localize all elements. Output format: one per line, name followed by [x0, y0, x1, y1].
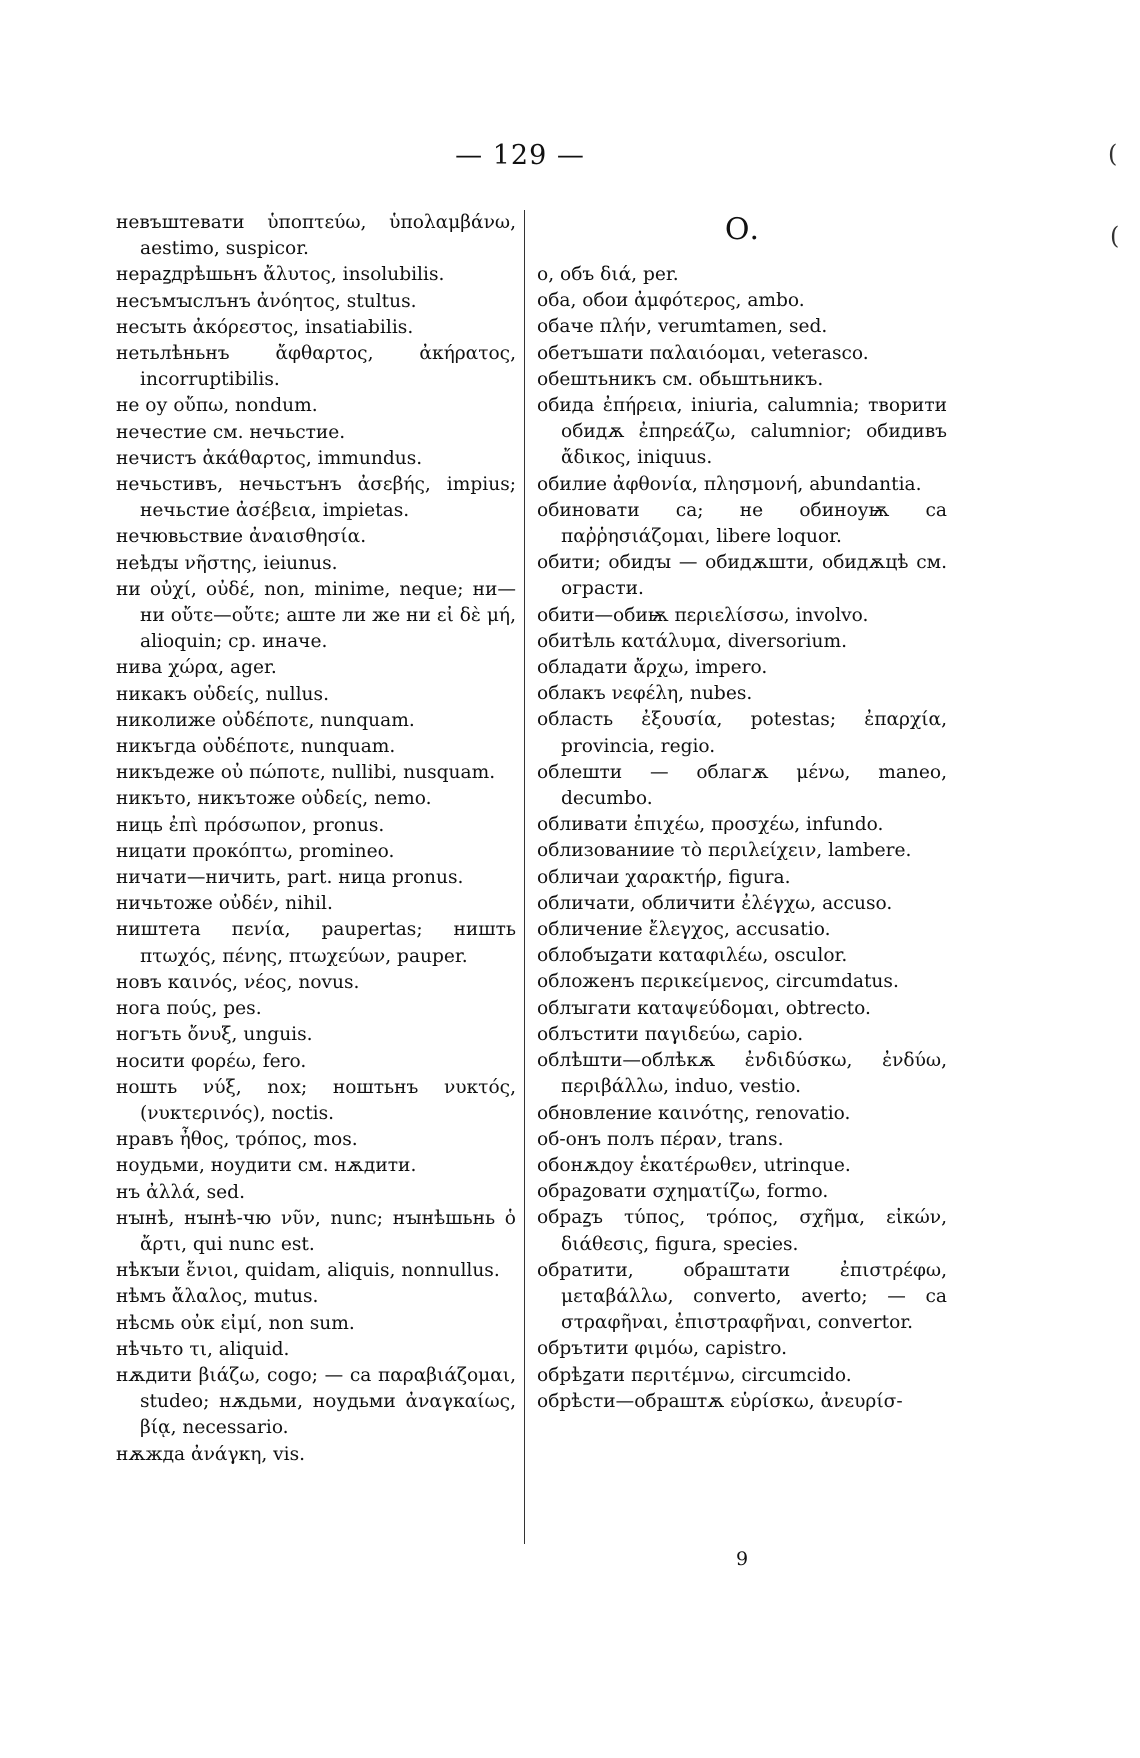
- dictionary-entry: нетьлѣньнъ ἄφθαρτος, ἀκήρατος, incorruptibilis.: [116, 343, 516, 391]
- dictionary-entry: ношть νύξ, nox; ноштьнъ νυκτός, (νυκτερινός), noctis.: [116, 1076, 516, 1124]
- dictionary-entry: обрѣꙁати περιτέμνω, circumcido.: [537, 1364, 852, 1386]
- dictionary-entry: невъштевати ὑποπτεύω, ὑπολαμβάνω, aestimo, suspicor.: [116, 212, 516, 260]
- dictionary-entry: обити—обиѭ περιελίσσω, involvo.: [537, 604, 869, 626]
- dictionary-entry: ничати—ничить, part. ница pronus.: [116, 867, 464, 889]
- dictionary-entry: обличати, обличити ἐλέγχω, accuso.: [537, 892, 893, 914]
- dictionary-entry: облизованиие τὸ περιλείχειν, lambere.: [537, 840, 912, 862]
- dictionary-entry: обиновати са; не обиноуѭ са παῤῥησιάζομαι, libere loquor.: [537, 499, 947, 548]
- dictionary-entry: нечестие см. нечьстие.: [116, 421, 346, 443]
- page-number: — 129 —: [455, 140, 585, 171]
- dictionary-entry: облъстити παγιδεύω, capio.: [537, 1023, 804, 1045]
- dictionary-entry: облакъ νεφέλη, nubes.: [537, 683, 753, 705]
- dictionary-entry: нѣчьто τι, aliquid.: [116, 1338, 290, 1360]
- dictionary-entry: обитѣль κατάλυμα, diversorium.: [537, 630, 848, 652]
- dictionary-entry: нꙑнѣ, нꙑнѣ-чю νῦν, nunc; нꙑнѣшьнь ὁ ἄρτι, qui nunc est.: [116, 1207, 516, 1255]
- dictionary-entry: ништета πενία, paupertas; ништь πτωχός, πένης, πτωχεύων, pauper.: [116, 919, 516, 967]
- dictionary-entry: обрътити φιμόω, capistro.: [537, 1338, 787, 1360]
- dictionary-entry: нѣмъ ἄλαλος, mutus.: [116, 1286, 319, 1308]
- column-divider: [524, 210, 525, 1544]
- dictionary-entry: никъдеже οὐ πώποτε, nullibi, nusquam.: [116, 762, 496, 784]
- dictionary-entry: нѣкꙑи ἔνιοι, quidam, aliquis, nonnullus.: [116, 1260, 500, 1282]
- dictionary-entry: обновление καινότης, renovatio.: [537, 1102, 851, 1124]
- dictionary-entry: обаче πλήν, verumtamen, sed.: [537, 316, 828, 338]
- dictionary-entry: никъто, никътоже οὐδείς, nemo.: [116, 788, 432, 810]
- dictionary-entry: обида ἐπήρεια, iniuria, calumnia; творити обидѫ ἐπηρεάζω, calumnior; обидивъ ἄδικος, iniquus.: [537, 395, 947, 469]
- dictionary-entry: обраꙁъ τύπος, τρόπος, σχῆμα, εἰκών, διάθεσις, figura, species.: [537, 1207, 947, 1255]
- dictionary-entry: обличение ἔλεγχος, accusatio.: [537, 919, 831, 941]
- dictionary-entry: неѣдꙑ νῆστης, ieiunus.: [116, 552, 338, 574]
- dictionary-entry: облобꙑꙁати καταφιλέω, osculor.: [537, 945, 848, 967]
- left-column: [116, 210, 516, 1468]
- dictionary-entry: никъгда οὐδέποτε, nunquam.: [116, 736, 396, 758]
- dictionary-entry: нога πούς, pes.: [116, 998, 262, 1020]
- dictionary-entry: облѣшти—облѣкѫ ἐνδιδύσκω, ἐνδύω, περιβάλλω, induo, vestio.: [537, 1050, 947, 1098]
- dictionary-entry: нечьстивъ, нечьстънъ ἀσεβής, impius; нечьстие ἀσέβεια, impietas.: [116, 474, 516, 522]
- dictionary-entry: носити φορέω, fero.: [116, 1050, 307, 1072]
- dictionary-entry: обити; обидꙑ — обидѫшти, обидѫцѣ см. ограсти.: [537, 552, 947, 600]
- dictionary-entry: нераꙁдрѣшьнъ ἄλυτος, insolubilis.: [116, 264, 445, 286]
- dictionary-entry: никакъ οὐδείς, nullus.: [116, 683, 329, 705]
- dictionary-entry: обрѣсти—обраштѫ εὑρίσκω, ἀνευρίσ-: [537, 1390, 903, 1412]
- dictionary-entry: обличаи χαρακτήρ, figura.: [537, 866, 791, 888]
- section-letter-heading: О.: [724, 212, 760, 247]
- dictionary-entry: обливати ἐπιχέω, προσχέω, infundo.: [537, 814, 884, 836]
- dictionary-entry: область ἐξουσία, potestas; ἐπαρχία, provincia, regio.: [537, 709, 947, 757]
- dictionary-entry: нечювьствие ἀναισθησία.: [116, 526, 367, 548]
- edge-mark: (: [1110, 222, 1120, 250]
- dictionary-entry: ноудьми, ноудити см. нѫдити.: [116, 1155, 417, 1177]
- right-column: [537, 210, 947, 1415]
- dictionary-entry: ногъть ὄνυξ, unguis.: [116, 1024, 313, 1046]
- dictionary-entry: об-онъ полъ πέραν, trans.: [537, 1128, 784, 1150]
- edge-mark: (: [1108, 140, 1118, 168]
- signature-mark: 9: [735, 1548, 749, 1570]
- dictionary-entry: ницати προκόπτω, promineo.: [116, 840, 395, 862]
- dictionary-entry: нѫдити βιάζω, cogo; — са παραβιάζομαι, studeo; нѫдьми, ноудьми ἀναγκαίως, βίᾳ, necessario.: [116, 1364, 516, 1439]
- dictionary-entry: обложенъ περικείμενος, circumdatus.: [537, 971, 899, 993]
- dictionary-entry: новъ καινός, νέος, novus.: [116, 971, 360, 993]
- dictionary-entry: несъмꙑслънъ ἀνόητος, stultus.: [116, 290, 417, 312]
- dictionary-entry: ничьтоже οὐδέν, nihil.: [116, 893, 333, 915]
- dictionary-entry: николиже οὐδέποτε, nunquam.: [116, 709, 415, 731]
- dictionary-entry: ниць ἐπὶ πρόσωπον, pronus.: [116, 814, 385, 836]
- dictionary-entry: нравъ ἦθος, τρόπος, mos.: [116, 1129, 358, 1151]
- dictionary-entry: обештьникъ см. обьштьникъ.: [537, 368, 824, 390]
- dictionary-entry: о, объ διά, per.: [537, 264, 679, 285]
- dictionary-entry: нъ ἀλλά, sed.: [116, 1181, 245, 1203]
- dictionary-entry: нива χώρα, ager.: [116, 657, 277, 679]
- dictionary-entry: облꙑгати καταψεύδομαι, obtrecto.: [537, 997, 871, 1019]
- dictionary-entry: обладати ἄρχω, impero.: [537, 657, 768, 679]
- dictionary-entry: обилие ἀφθονία, πλησμονή, abundantia.: [537, 473, 922, 495]
- dictionary-entry: обратити, обраштати ἐπιστρέφω, μεταβάλλω, converto, averto; — са στραφῆναι, ἐπιστραφῆναι, convertor.: [537, 1259, 947, 1334]
- dictionary-entry: несꙑть ἀκόρεστος, insatiabilis.: [116, 316, 414, 338]
- dictionary-entry: нечистъ ἀκάθαρτος, immundus.: [116, 447, 423, 469]
- dictionary-entry: оба, обои ἀμφότερος, ambo.: [537, 290, 805, 312]
- dictionary-entry: обетъшати παλαιόομαι, veterasco.: [537, 342, 869, 364]
- dictionary-entry: обраꙁовати σχηματίζω, formo.: [537, 1181, 829, 1203]
- dictionary-entry: ни οὐχί, οὐδέ, non, minime, neque; ни—ни οὔτε—οὔτε; аште ли же ни εἰ δὲ μή, alioquin; cp. иначе.: [116, 578, 516, 653]
- dictionary-entry: не оу οὔπω, nondum.: [116, 395, 318, 417]
- dictionary-entry: обонѫдоу ἑκατέρωθεν, utrinque.: [537, 1154, 851, 1176]
- dictionary-entry: нѫжда ἀνάγκη, vis.: [116, 1443, 306, 1465]
- dictionary-entry: облешти — облагѫ μένω, maneo, decumbo.: [537, 761, 947, 810]
- right-entries: [537, 262, 947, 1415]
- dictionary-entry: нѣсмь οὐκ εἰμί, non sum.: [116, 1312, 355, 1334]
